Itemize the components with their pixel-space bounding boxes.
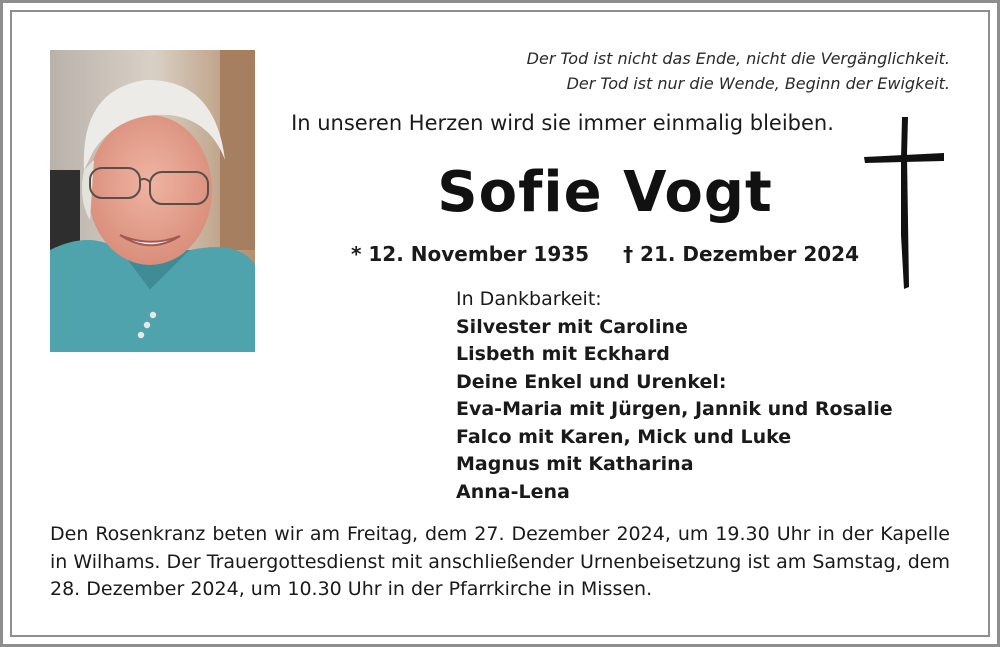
mourner-line: Deine Enkel und Urenkel: [456, 370, 727, 393]
thanks-label: In Dankbarkeit: [456, 288, 602, 310]
mourner-line: Anna-Lena [456, 480, 570, 503]
motto-line: Der Tod ist nicht das Ende, nicht die Vergänglichkeit. [526, 49, 950, 68]
mourner-line: Falco mit Karen, Mick und Luke [456, 425, 792, 448]
motto-line: Der Tod ist nur die Wende, Beginn der Ewigkeit. [566, 74, 950, 93]
intro-line: In unseren Herzen wird sie immer einmalig bleiben. [291, 111, 834, 135]
deceased-name: Sofie Vogt [437, 160, 773, 225]
mourner-line: Lisbeth mit Eckhard [456, 343, 670, 365]
mourner-line: Silvester mit Caroline [456, 315, 688, 338]
mourner-line: Eva-Maria mit Jürgen, Jannik und Rosalie [456, 398, 893, 420]
mourners-list [456, 286, 976, 506]
mourner-line: Magnus mit Katharina [456, 453, 694, 475]
life-dates [270, 242, 940, 266]
motto-verse [400, 46, 950, 96]
service-announcement: Den Rosenkranz beten wir am Freitag, dem 27. Dezember 2024, um 19.30 Uhr in der Kapelle in Wilhams. Der Trauergottesdienst mit anschließender Urnenbeisetzung ist am Samstag, dem 28. Dezember 2024, um 10.30 Uhr in der Pfarrkirche in Missen. [50, 523, 950, 600]
birth-date: * 12. November 1935 [350, 242, 590, 266]
portrait-photo [50, 50, 255, 352]
death-date: † 21. Dezember 2024 [623, 242, 860, 266]
